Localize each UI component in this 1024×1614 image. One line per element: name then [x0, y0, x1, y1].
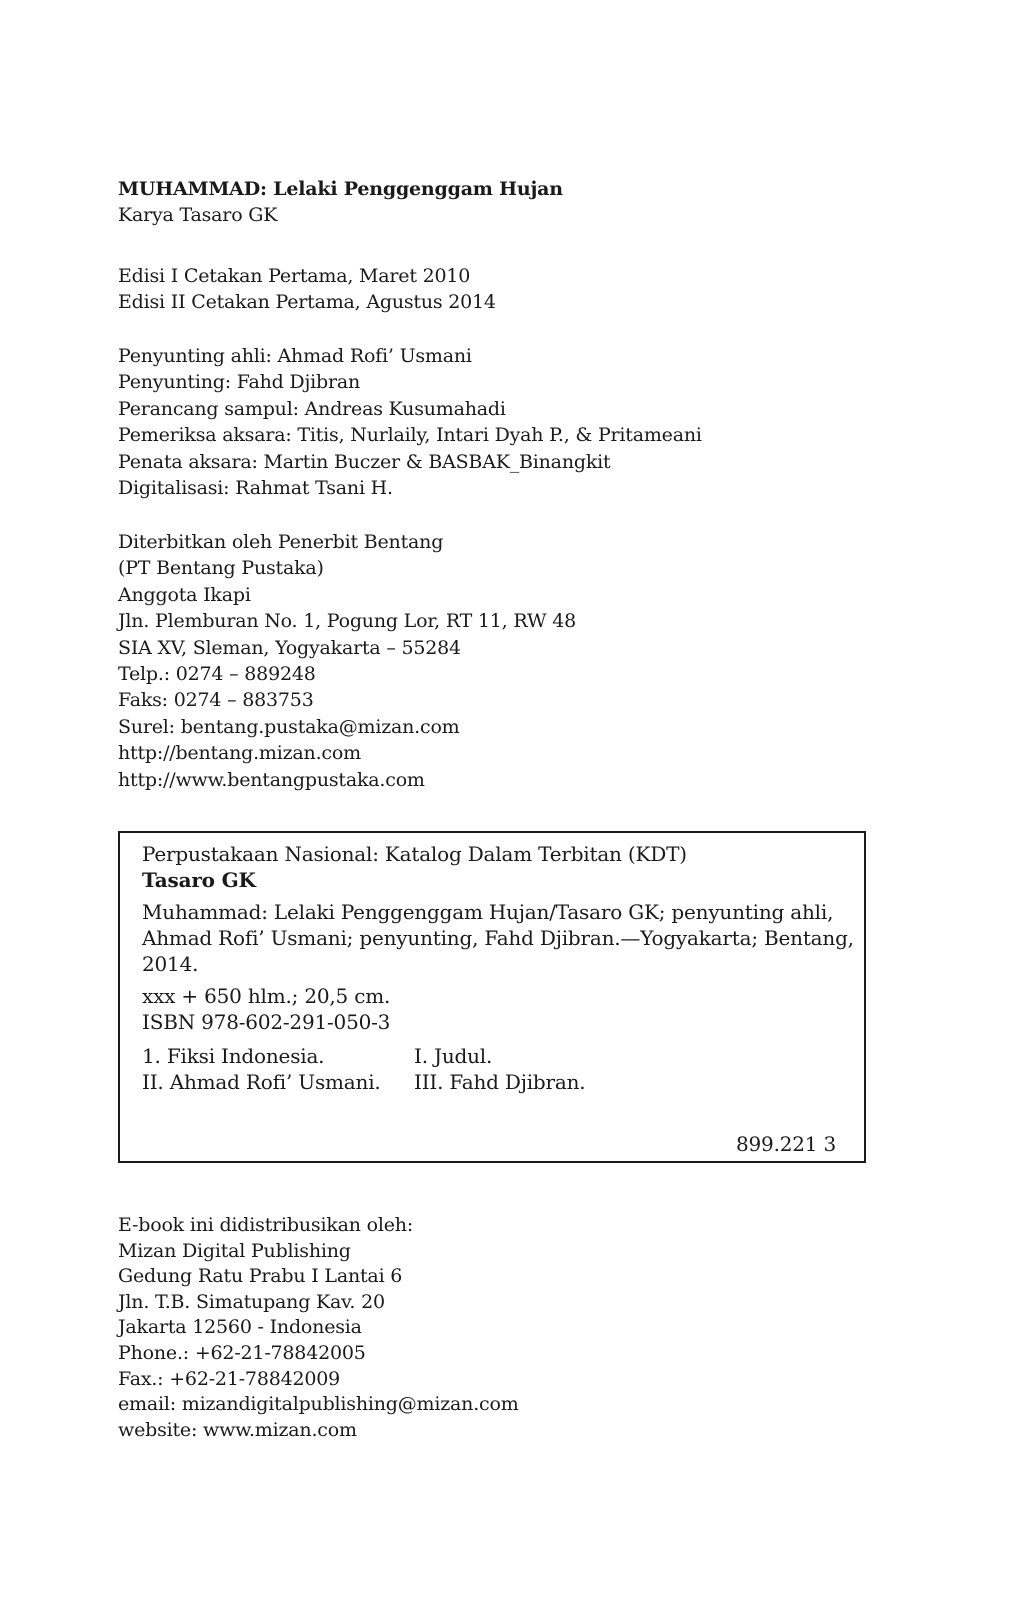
author-line: Karya Tasaro GK: [118, 204, 278, 227]
kdt-author: Tasaro GK: [142, 868, 256, 892]
kdt-subject: II. Ahmad Rofi’ Usmani.: [142, 1070, 381, 1094]
publisher-line: (PT Bentang Pustaka): [118, 557, 324, 580]
kdt-description-line: Muhammad: Lelaki Penggenggam Hujan/Tasaro GK; penyunting ahli,: [142, 900, 834, 924]
title-block: [118, 176, 563, 229]
kdt-classification-number: 899.221 3: [736, 1132, 836, 1156]
distributor-email: email: mizandigitalpublishing@mizan.com: [118, 1393, 519, 1416]
credit-line: Digitalisasi: Rahmat Tsani H.: [118, 477, 393, 500]
publisher-line: Diterbitkan oleh Penerbit Bentang: [118, 531, 444, 553]
publisher-line: Anggota Ikapi: [118, 583, 251, 606]
kdt-catalog-box: [118, 831, 866, 1163]
kdt-subject-row: [142, 1043, 842, 1069]
edition-line: Edisi II Cetakan Pertama, Agustus 2014: [118, 291, 496, 314]
book-title: MUHAMMAD: Lelaki Penggenggam Hujan: [118, 178, 563, 200]
kdt-subject: I. Judul.: [414, 1044, 493, 1068]
publisher-line: Jln. Plemburan No. 1, Pogung Lor, RT 11, RW 48: [118, 610, 576, 633]
distributor-line: Jakarta 12560 - Indonesia: [118, 1316, 362, 1339]
kdt-description-line: Ahmad Rofi’ Usmani; penyunting, Fahd Djibran.—Yogyakarta; Bentang,: [142, 926, 854, 950]
credit-line: Penyunting ahli: Ahmad Rofi’ Usmani: [118, 345, 472, 367]
kdt-isbn: ISBN 978-602-291-050-3: [142, 1010, 391, 1034]
credit-line: Pemeriksa aksara: Titis, Nurlaily, Intari Dyah P., & Pritameani: [118, 424, 702, 447]
credits-block: [118, 343, 702, 501]
publisher-line: Faks: 0274 – 883753: [118, 689, 314, 712]
credit-line: Penyunting: Fahd Djibran: [118, 371, 361, 394]
kdt-physical: xxx + 650 hlm.; 20,5 cm.: [142, 984, 391, 1008]
distributor-line: Gedung Ratu Prabu I Lantai 6: [118, 1265, 403, 1288]
publisher-line: Telp.: 0274 – 889248: [118, 663, 316, 686]
kdt-subject: 1. Fiksi Indonesia.: [142, 1044, 325, 1068]
publisher-block: [118, 529, 576, 793]
kdt-subject: III. Fahd Djibran.: [414, 1070, 586, 1094]
publisher-website: http://bentang.mizan.com: [118, 742, 361, 765]
distributor-line: Fax.: +62-21-78842009: [118, 1367, 341, 1390]
credit-line: Perancang sampul: Andreas Kusumahadi: [118, 397, 506, 420]
publisher-email: Surel: bentang.pustaka@mizan.com: [118, 715, 460, 738]
kdt-header: Perpustakaan Nasional: Katalog Dalam Terbitan (KDT): [142, 842, 687, 866]
edition-line: Edisi I Cetakan Pertama, Maret 2010: [118, 265, 471, 287]
distributor-website: website: www.mizan.com: [118, 1418, 357, 1441]
editions-block: [118, 263, 496, 316]
distributor-line: Jln. T.B. Simatupang Kav. 20: [118, 1290, 385, 1313]
publisher-line: SIA XV, Sleman, Yogyakarta – 55284: [118, 636, 461, 659]
kdt-subject-row: [142, 1069, 842, 1095]
distributor-line: E-book ini didistribusikan oleh:: [118, 1214, 414, 1236]
publisher-website: http://www.bentangpustaka.com: [118, 768, 425, 791]
credit-line: Penata aksara: Martin Buczer & BASBAK_Binangkit: [118, 450, 611, 473]
distributor-block: [118, 1213, 519, 1443]
distributor-line: Phone.: +62-21-78842005: [118, 1341, 366, 1364]
kdt-description-line: 2014.: [142, 952, 199, 976]
distributor-line: Mizan Digital Publishing: [118, 1239, 351, 1262]
